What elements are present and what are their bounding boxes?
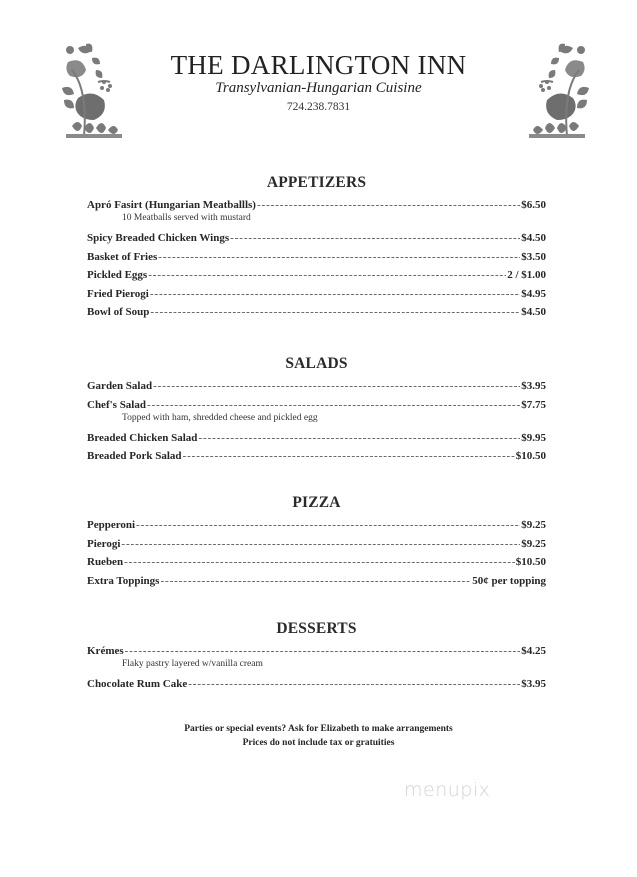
menu-item bbox=[87, 449, 546, 468]
item-price: $4.25 bbox=[521, 645, 546, 657]
item-name: Chocolate Rum Cake bbox=[87, 678, 188, 690]
item-name: Apró Fasirt (Hungarian Meatballls) bbox=[87, 199, 256, 211]
tax-note: Prices do not include tax or gratuities bbox=[242, 738, 395, 748]
menu-item bbox=[87, 379, 546, 398]
item-price: $9.25 bbox=[521, 519, 546, 531]
section-pizza bbox=[87, 492, 546, 592]
dot-leader bbox=[230, 231, 520, 246]
item-price: $9.25 bbox=[521, 537, 546, 550]
item-description: Topped with ham, shredded cheese and pickled egg bbox=[122, 412, 318, 423]
item-description: 10 Meatballs served with mustard bbox=[122, 213, 251, 223]
menu-item bbox=[87, 398, 546, 431]
item-name: Krémes bbox=[87, 645, 124, 657]
section-title: SALADS bbox=[285, 355, 348, 372]
dot-leader bbox=[150, 305, 520, 320]
dot-leader bbox=[160, 574, 471, 589]
menu-item bbox=[87, 431, 546, 450]
phone-number: 724.238.7831 bbox=[286, 101, 351, 113]
item-price: $10.50 bbox=[515, 556, 546, 569]
item-name: Fried Pierogi bbox=[87, 287, 149, 300]
item-name: Breaded Chicken Salad bbox=[87, 431, 198, 444]
menu-item bbox=[87, 287, 546, 306]
menu-item bbox=[87, 644, 546, 677]
section-title: DESSERTS bbox=[276, 620, 357, 637]
item-name: Spicy Breaded Chicken Wings bbox=[87, 232, 230, 244]
item-price: $3.95 bbox=[521, 678, 546, 690]
menu-item bbox=[87, 268, 546, 287]
dot-leader bbox=[125, 644, 521, 659]
cuisine-subtitle: Transylvanian-Hungarian Cuisine bbox=[215, 80, 422, 96]
dot-leader bbox=[147, 398, 520, 413]
item-name: Rueben bbox=[87, 556, 124, 569]
dot-leader bbox=[158, 250, 520, 265]
dot-leader bbox=[124, 555, 515, 570]
menu-item bbox=[87, 677, 546, 696]
item-price: $7.75 bbox=[521, 398, 546, 411]
item-name: Chef's Salad bbox=[87, 398, 146, 411]
menu-item bbox=[87, 518, 546, 537]
watermark: menupix bbox=[404, 779, 491, 801]
menu-header bbox=[0, 50, 637, 114]
section-desserts bbox=[87, 618, 546, 696]
item-price: 50¢ per topping bbox=[472, 574, 546, 587]
dot-leader bbox=[183, 449, 515, 464]
item-price: $4.95 bbox=[521, 287, 546, 300]
dot-leader bbox=[257, 198, 520, 213]
item-price: $9.95 bbox=[521, 431, 546, 444]
menu-item bbox=[87, 305, 546, 324]
item-name: Basket of Fries bbox=[87, 250, 158, 263]
item-price: $10.50 bbox=[515, 450, 546, 463]
item-name: Pepperoni bbox=[87, 519, 136, 531]
section-title: APPETIZERS bbox=[266, 174, 367, 191]
item-name: Extra Toppings bbox=[87, 574, 160, 587]
dot-leader bbox=[198, 431, 520, 446]
item-name: Pickled Eggs bbox=[87, 269, 148, 282]
item-name: Garden Salad bbox=[87, 380, 153, 392]
menu-item bbox=[87, 555, 546, 574]
restaurant-name: THE DARLINGTON INN bbox=[170, 50, 467, 80]
item-price: $3.50 bbox=[521, 250, 546, 263]
item-description: Flaky pastry layered w/vanilla cream bbox=[122, 659, 263, 669]
item-price: $3.95 bbox=[521, 380, 546, 392]
dot-leader bbox=[188, 677, 520, 692]
item-price: $4.50 bbox=[521, 232, 546, 244]
menu-footer bbox=[0, 722, 637, 750]
item-name: Breaded Pork Salad bbox=[87, 450, 182, 463]
section-appetizers bbox=[87, 172, 546, 324]
item-price: $4.50 bbox=[521, 306, 546, 319]
menu-item bbox=[87, 198, 546, 231]
item-price: 2 / $1.00 bbox=[507, 269, 546, 282]
dot-leader bbox=[153, 379, 520, 394]
dot-leader bbox=[136, 518, 520, 533]
menu-item bbox=[87, 537, 546, 556]
dot-leader bbox=[150, 287, 520, 302]
item-name: Bowl of Soup bbox=[87, 306, 150, 319]
menu-item bbox=[87, 250, 546, 269]
menu-item bbox=[87, 231, 546, 250]
menu-item bbox=[87, 574, 546, 593]
dot-leader bbox=[121, 537, 520, 552]
section-title: PIZZA bbox=[292, 494, 341, 511]
dot-leader bbox=[148, 268, 506, 283]
events-note: Parties or special events? Ask for Elizabeth to make arrangements bbox=[184, 724, 453, 734]
item-price: $6.50 bbox=[521, 199, 546, 211]
section-salads bbox=[87, 353, 546, 468]
item-name: Pierogi bbox=[87, 537, 121, 550]
